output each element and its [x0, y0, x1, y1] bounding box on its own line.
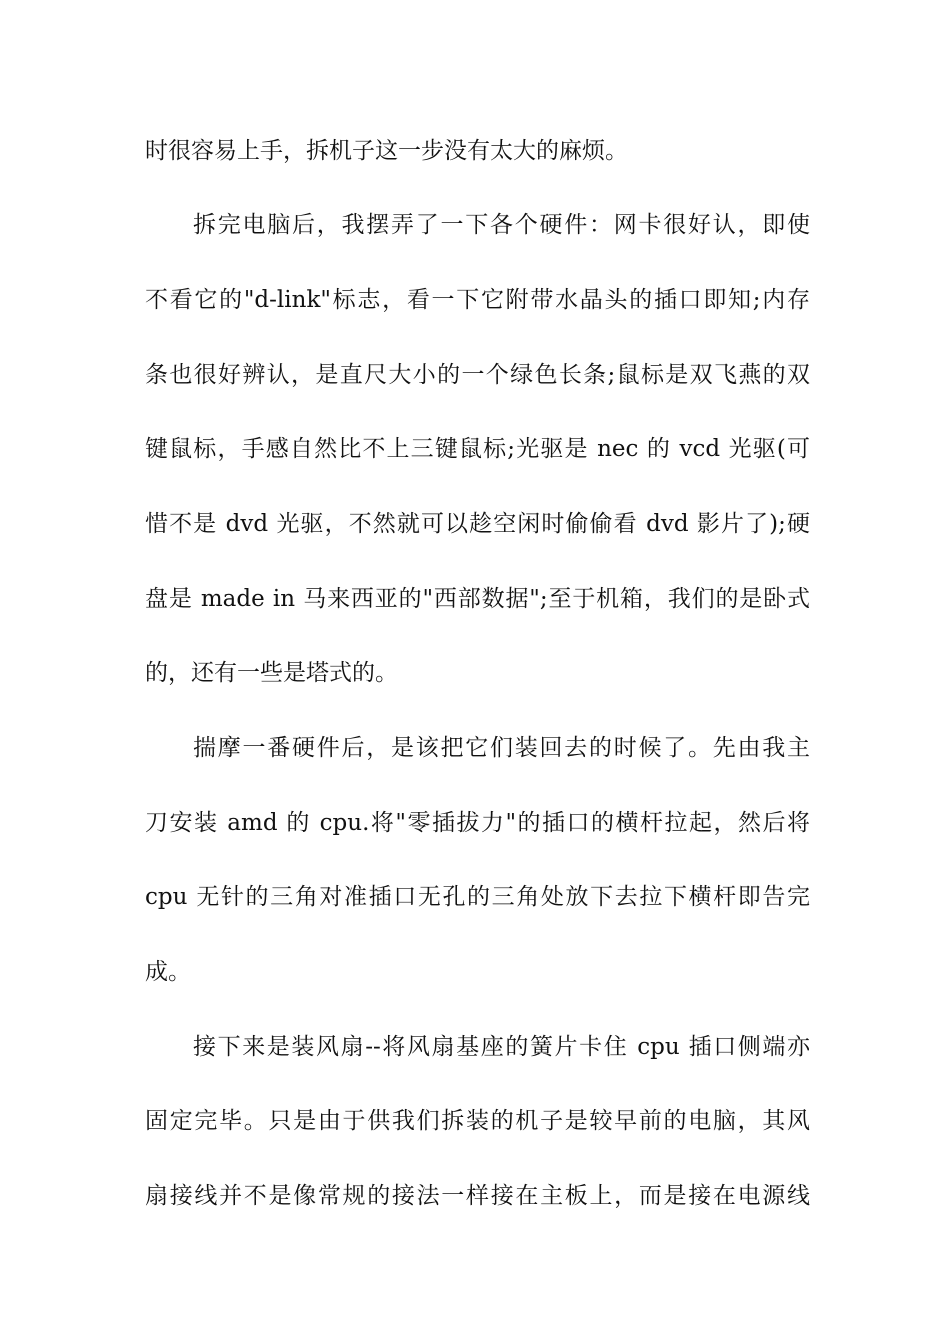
text-line: 扇接线并不是像常规的接法一样接在主板上，而是接在电源线	[145, 1183, 810, 1209]
text-line: 盘是 made in 马来西亚的"西部数据";至于机箱，我们的是卧式	[145, 586, 810, 612]
paragraph-first-line: 接下来是装风扇--将风扇基座的簧片卡住 cpu 插口侧端亦	[193, 1034, 810, 1060]
text-line: cpu 无针的三角对准插口无孔的三角处放下去拉下横杆即告完	[145, 884, 810, 910]
text-line: 时很容易上手，拆机子这一步没有太大的麻烦。	[145, 138, 628, 164]
text-line: 条也很好辨认，是直尺大小的一个绿色长条;鼠标是双飞燕的双	[145, 362, 810, 388]
text-line: 固定完毕。只是由于供我们拆装的机子是较早前的电脑，其风	[145, 1108, 810, 1134]
text-line: 的，还有一些是塔式的。	[145, 660, 398, 686]
text-line: 不看它的"d-link"标志，看一下它附带水晶头的插口即知;内存	[145, 287, 810, 313]
text-line: 刀安装 amd 的 cpu.将"零插拔力"的插口的横杆拉起，然后将	[145, 810, 810, 836]
text-line: 键鼠标，手感自然比不上三键鼠标;光驱是 nec 的 vcd 光驱(可	[145, 436, 810, 462]
text-line: 成。	[145, 959, 191, 985]
paragraph-first-line: 拆完电脑后，我摆弄了一下各个硬件：网卡很好认，即使	[193, 212, 810, 238]
paragraph-first-line: 揣摩一番硬件后，是该把它们装回去的时候了。先由我主	[193, 735, 810, 761]
text-line: 惜不是 dvd 光驱，不然就可以趁空闲时偷偷看 dvd 影片了);硬	[145, 511, 810, 537]
